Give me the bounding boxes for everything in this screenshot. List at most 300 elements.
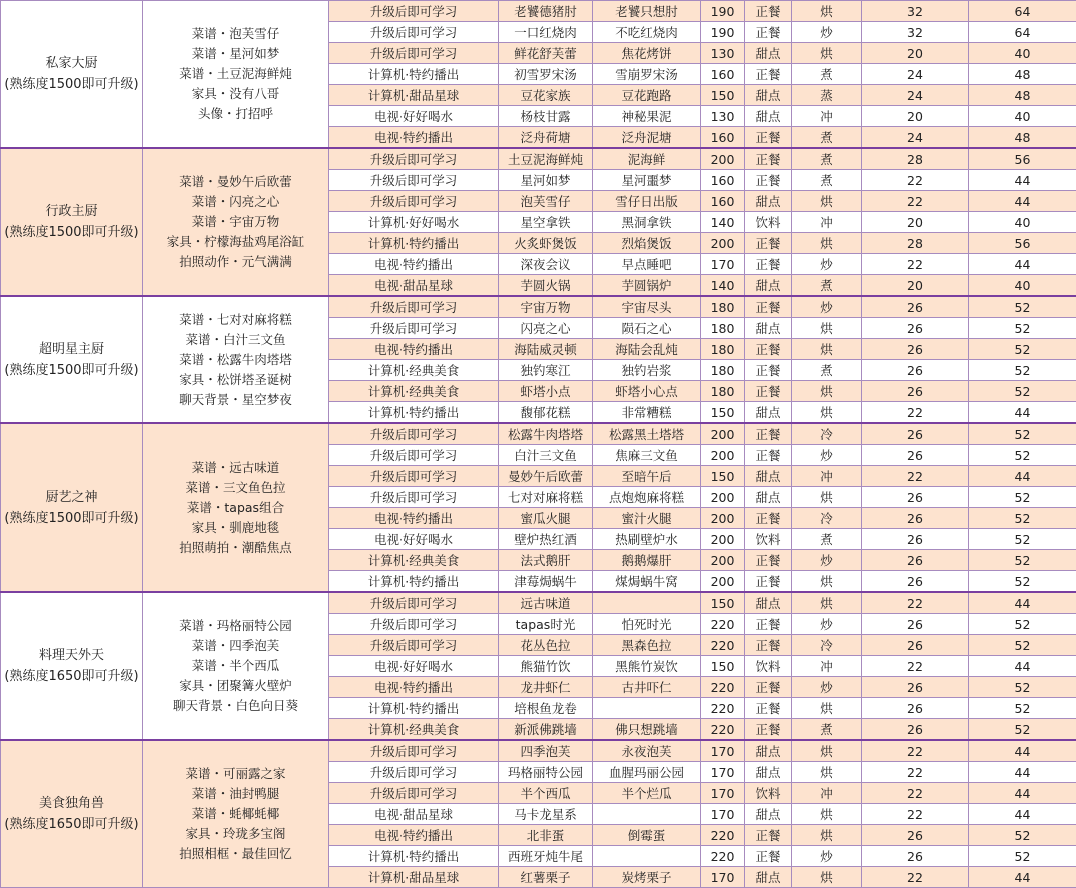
reward-item: 菜谱・白汁三文鱼	[143, 330, 328, 350]
cooking-method-cell: 冷	[792, 635, 862, 656]
cooking-method-cell: 烘	[792, 233, 862, 254]
rank-rewards-cell	[143, 592, 329, 740]
cooking-method-cell: 冲	[792, 783, 862, 804]
cooking-method-cell: 烘	[792, 487, 862, 508]
category-cell: 正餐	[745, 148, 792, 170]
cooking-method-cell: 冲	[792, 212, 862, 233]
value-b-cell: 52	[969, 550, 1076, 571]
category-cell: 正餐	[745, 360, 792, 381]
cooking-method-cell: 烘	[792, 571, 862, 593]
rank-rewards-cell	[143, 148, 329, 296]
value-b-cell: 52	[969, 571, 1076, 593]
category-cell: 甜点	[745, 275, 792, 297]
cooking-method-cell: 煮	[792, 148, 862, 170]
price-cell: 150	[701, 592, 745, 614]
value-a-cell: 26	[862, 445, 969, 466]
cooking-method-cell: 烘	[792, 825, 862, 846]
price-cell: 200	[701, 529, 745, 550]
price-cell: 200	[701, 445, 745, 466]
cooking-method-cell: 炒	[792, 296, 862, 318]
cooking-method-cell: 冲	[792, 106, 862, 127]
dish-name-cell: 星空拿铁	[499, 212, 593, 233]
dish-name-cell: 西班牙炖牛尾	[499, 846, 593, 867]
value-b-cell: 52	[969, 635, 1076, 656]
price-cell: 220	[701, 635, 745, 656]
price-cell: 170	[701, 804, 745, 825]
value-a-cell: 26	[862, 614, 969, 635]
rank-title-cell	[1, 592, 143, 740]
failed-dish-name-cell: 独钓岩浆	[593, 360, 701, 381]
value-b-cell: 52	[969, 360, 1076, 381]
price-cell: 140	[701, 275, 745, 297]
price-cell: 220	[701, 698, 745, 719]
unlock-source-cell: 升级后即可学习	[329, 445, 499, 466]
cooking-method-cell: 冷	[792, 423, 862, 445]
category-cell: 甜点	[745, 85, 792, 106]
cooking-method-cell: 炒	[792, 550, 862, 571]
value-b-cell: 44	[969, 191, 1076, 212]
value-b-cell: 52	[969, 296, 1076, 318]
price-cell: 170	[701, 254, 745, 275]
cooking-method-cell: 煮	[792, 719, 862, 741]
failed-dish-name-cell: 炭烤栗子	[593, 867, 701, 888]
dish-name-cell: 马卡龙星系	[499, 804, 593, 825]
category-cell: 饮料	[745, 529, 792, 550]
value-b-cell: 44	[969, 783, 1076, 804]
price-cell: 160	[701, 191, 745, 212]
value-b-cell: 44	[969, 592, 1076, 614]
price-cell: 150	[701, 85, 745, 106]
unlock-source-cell: 电视·好好喝水	[329, 656, 499, 677]
price-cell: 160	[701, 64, 745, 85]
value-b-cell: 40	[969, 43, 1076, 64]
category-cell: 正餐	[745, 635, 792, 656]
value-b-cell: 52	[969, 614, 1076, 635]
value-b-cell: 44	[969, 466, 1076, 487]
failed-dish-name-cell: 芋圆锅炉	[593, 275, 701, 297]
cooking-method-cell: 冷	[792, 508, 862, 529]
value-b-cell: 52	[969, 423, 1076, 445]
dish-name-cell: 土豆泥海鲜炖	[499, 148, 593, 170]
dish-name-cell: 红薯栗子	[499, 867, 593, 888]
category-cell: 正餐	[745, 1, 792, 22]
failed-dish-name-cell	[593, 592, 701, 614]
value-b-cell: 52	[969, 381, 1076, 402]
category-cell: 正餐	[745, 296, 792, 318]
reward-item: 家具・柠檬海盐鸡尾浴缸	[143, 232, 328, 252]
dish-name-cell: 培根鱼龙卷	[499, 698, 593, 719]
value-a-cell: 20	[862, 212, 969, 233]
reward-item: 菜谱・星河如梦	[143, 44, 328, 64]
dish-name-cell: 泡芙雪仔	[499, 191, 593, 212]
cooking-method-cell: 烘	[792, 867, 862, 888]
reward-item: 拍照相框・最佳回忆	[143, 844, 328, 864]
value-b-cell: 52	[969, 445, 1076, 466]
price-cell: 180	[701, 339, 745, 360]
value-b-cell: 44	[969, 804, 1076, 825]
price-cell: 220	[701, 614, 745, 635]
value-a-cell: 26	[862, 635, 969, 656]
rank-upgrade-note: (熟练度1500即可升级)	[1, 360, 142, 381]
cooking-method-cell: 冲	[792, 466, 862, 487]
category-cell: 饮料	[745, 212, 792, 233]
price-cell: 200	[701, 571, 745, 593]
unlock-source-cell: 计算机·甜品星球	[329, 85, 499, 106]
cooking-method-cell: 烘	[792, 381, 862, 402]
category-cell: 甜点	[745, 43, 792, 64]
category-cell: 正餐	[745, 846, 792, 867]
price-cell: 160	[701, 127, 745, 149]
rank-title: 料理天外天	[1, 645, 142, 666]
unlock-source-cell: 升级后即可学习	[329, 148, 499, 170]
value-a-cell: 28	[862, 148, 969, 170]
dish-name-cell: 熊猫竹饮	[499, 656, 593, 677]
price-cell: 220	[701, 825, 745, 846]
price-cell: 180	[701, 296, 745, 318]
cooking-method-cell: 烘	[792, 762, 862, 783]
dish-name-cell: 蜜瓜火腿	[499, 508, 593, 529]
value-b-cell: 40	[969, 275, 1076, 297]
dish-name-cell: 海陆威灵顿	[499, 339, 593, 360]
price-cell: 170	[701, 740, 745, 762]
category-cell: 甜点	[745, 740, 792, 762]
dish-name-cell: 独钓寒江	[499, 360, 593, 381]
category-cell: 甜点	[745, 592, 792, 614]
unlock-source-cell: 升级后即可学习	[329, 1, 499, 22]
value-b-cell: 44	[969, 170, 1076, 191]
value-a-cell: 22	[862, 762, 969, 783]
table-row	[1, 1, 1076, 22]
cooking-method-cell: 烘	[792, 592, 862, 614]
table-row	[1, 740, 1076, 762]
price-cell: 190	[701, 22, 745, 43]
value-a-cell: 26	[862, 550, 969, 571]
dish-name-cell: 闪亮之心	[499, 318, 593, 339]
failed-dish-name-cell: 怕死时光	[593, 614, 701, 635]
price-cell: 220	[701, 719, 745, 741]
category-cell: 甜点	[745, 487, 792, 508]
dish-name-cell: 津莓焗蜗牛	[499, 571, 593, 593]
cooking-method-cell: 炒	[792, 22, 862, 43]
failed-dish-name-cell: 煤焗蜗牛窝	[593, 571, 701, 593]
price-cell: 220	[701, 677, 745, 698]
dish-name-cell: 远古味道	[499, 592, 593, 614]
dish-name-cell: 新派佛跳墙	[499, 719, 593, 741]
price-cell: 150	[701, 656, 745, 677]
value-a-cell: 22	[862, 867, 969, 888]
failed-dish-name-cell: 半个烂瓜	[593, 783, 701, 804]
failed-dish-name-cell: 焦花烤饼	[593, 43, 701, 64]
value-b-cell: 44	[969, 402, 1076, 424]
failed-dish-name-cell: 焦麻三文鱼	[593, 445, 701, 466]
failed-dish-name-cell: 泥海鲜	[593, 148, 701, 170]
failed-dish-name-cell: 至暗午后	[593, 466, 701, 487]
value-a-cell: 22	[862, 783, 969, 804]
rank-title-cell	[1, 740, 143, 888]
category-cell: 正餐	[745, 550, 792, 571]
value-b-cell: 44	[969, 762, 1076, 783]
category-cell: 正餐	[745, 614, 792, 635]
failed-dish-name-cell: 黑洞拿铁	[593, 212, 701, 233]
price-cell: 200	[701, 233, 745, 254]
price-cell: 200	[701, 148, 745, 170]
unlock-source-cell: 升级后即可学习	[329, 740, 499, 762]
category-cell: 正餐	[745, 339, 792, 360]
category-cell: 甜点	[745, 318, 792, 339]
unlock-source-cell: 升级后即可学习	[329, 487, 499, 508]
value-a-cell: 26	[862, 487, 969, 508]
value-a-cell: 26	[862, 719, 969, 741]
dish-name-cell: 花丛色拉	[499, 635, 593, 656]
failed-dish-name-cell: 永夜泡芙	[593, 740, 701, 762]
rank-title-cell	[1, 423, 143, 592]
category-cell: 甜点	[745, 762, 792, 783]
failed-dish-name-cell: 雪崩罗宋汤	[593, 64, 701, 85]
dish-name-cell: 法式鹅肝	[499, 550, 593, 571]
value-b-cell: 40	[969, 106, 1076, 127]
unlock-source-cell: 计算机·经典美食	[329, 719, 499, 741]
value-b-cell: 52	[969, 508, 1076, 529]
value-a-cell: 26	[862, 825, 969, 846]
category-cell: 甜点	[745, 402, 792, 424]
cooking-method-cell: 烘	[792, 1, 862, 22]
reward-item: 拍照动作・元气满满	[143, 252, 328, 272]
value-b-cell: 52	[969, 698, 1076, 719]
unlock-source-cell: 计算机·特约播出	[329, 698, 499, 719]
unlock-source-cell: 升级后即可学习	[329, 614, 499, 635]
value-b-cell: 48	[969, 127, 1076, 149]
value-b-cell: 52	[969, 529, 1076, 550]
cooking-method-cell: 煮	[792, 64, 862, 85]
dish-name-cell: 半个西瓜	[499, 783, 593, 804]
unlock-source-cell: 计算机·特约播出	[329, 846, 499, 867]
unlock-source-cell: 升级后即可学习	[329, 466, 499, 487]
value-b-cell: 52	[969, 339, 1076, 360]
reward-item: 菜谱・泡芙雪仔	[143, 24, 328, 44]
price-cell: 130	[701, 43, 745, 64]
value-a-cell: 22	[862, 170, 969, 191]
cooking-method-cell: 煮	[792, 127, 862, 149]
unlock-source-cell: 计算机·特约播出	[329, 64, 499, 85]
table-row	[1, 423, 1076, 445]
value-b-cell: 52	[969, 825, 1076, 846]
cooking-method-cell: 炒	[792, 614, 862, 635]
cooking-method-cell: 烘	[792, 318, 862, 339]
price-cell: 170	[701, 867, 745, 888]
failed-dish-name-cell: 早点睡吧	[593, 254, 701, 275]
unlock-source-cell: 升级后即可学习	[329, 592, 499, 614]
value-a-cell: 26	[862, 677, 969, 698]
value-a-cell: 24	[862, 85, 969, 106]
category-cell: 饮料	[745, 656, 792, 677]
dish-name-cell: 松露牛肉塔塔	[499, 423, 593, 445]
failed-dish-name-cell: 古井吓仁	[593, 677, 701, 698]
cooking-method-cell: 烘	[792, 804, 862, 825]
price-cell: 150	[701, 466, 745, 487]
category-cell: 正餐	[745, 233, 792, 254]
rank-title-cell	[1, 1, 143, 149]
failed-dish-name-cell: 黑熊竹炭饮	[593, 656, 701, 677]
rank-title: 私家大厨	[1, 53, 142, 74]
value-a-cell: 22	[862, 466, 969, 487]
reward-item: 家具・没有八哥	[143, 84, 328, 104]
dish-name-cell: 四季泡芙	[499, 740, 593, 762]
category-cell: 正餐	[745, 719, 792, 741]
reward-item: 菜谱・蚝椰蚝椰	[143, 804, 328, 824]
unlock-source-cell: 升级后即可学习	[329, 22, 499, 43]
value-a-cell: 32	[862, 1, 969, 22]
value-a-cell: 20	[862, 275, 969, 297]
value-b-cell: 56	[969, 148, 1076, 170]
rank-upgrade-note: (熟练度1500即可升级)	[1, 222, 142, 243]
price-cell: 180	[701, 318, 745, 339]
unlock-source-cell: 升级后即可学习	[329, 635, 499, 656]
unlock-source-cell: 升级后即可学习	[329, 762, 499, 783]
unlock-source-cell: 电视·特约播出	[329, 127, 499, 149]
failed-dish-name-cell: 宇宙尽头	[593, 296, 701, 318]
rank-rewards-cell	[143, 296, 329, 423]
dish-name-cell: 初雪罗宋汤	[499, 64, 593, 85]
reward-item: 家具・松饼塔圣诞树	[143, 370, 328, 390]
rank-upgrade-note: (熟练度1650即可升级)	[1, 814, 142, 835]
value-a-cell: 26	[862, 423, 969, 445]
value-a-cell: 22	[862, 254, 969, 275]
failed-dish-name-cell: 神秘果泥	[593, 106, 701, 127]
cooking-method-cell: 炒	[792, 254, 862, 275]
dish-name-cell: 龙井虾仁	[499, 677, 593, 698]
price-cell: 200	[701, 487, 745, 508]
failed-dish-name-cell: 热刷壁炉水	[593, 529, 701, 550]
unlock-source-cell: 电视·特约播出	[329, 677, 499, 698]
category-cell: 正餐	[745, 64, 792, 85]
value-b-cell: 48	[969, 64, 1076, 85]
category-cell: 正餐	[745, 677, 792, 698]
reward-item: 菜谱・闪亮之心	[143, 192, 328, 212]
reward-item: 聊天背景・白色向日葵	[143, 696, 328, 716]
failed-dish-name-cell: 黑森色拉	[593, 635, 701, 656]
cooking-method-cell: 炒	[792, 445, 862, 466]
rank-rewards-cell	[143, 1, 329, 149]
unlock-source-cell: 升级后即可学习	[329, 170, 499, 191]
category-cell: 饮料	[745, 783, 792, 804]
failed-dish-name-cell: 松露黑土塔塔	[593, 423, 701, 445]
cooking-method-cell: 烘	[792, 191, 862, 212]
dish-name-cell: 北非蛋	[499, 825, 593, 846]
reward-item: 家具・玲珑多宝阁	[143, 824, 328, 844]
reward-item: 菜谱・半个西瓜	[143, 656, 328, 676]
rank-rewards-cell	[143, 423, 329, 592]
price-cell: 220	[701, 846, 745, 867]
category-cell: 正餐	[745, 571, 792, 593]
price-cell: 200	[701, 508, 745, 529]
value-a-cell: 22	[862, 804, 969, 825]
rank-title: 美食独角兽	[1, 793, 142, 814]
category-cell: 甜点	[745, 466, 792, 487]
category-cell: 甜点	[745, 867, 792, 888]
cooking-method-cell: 炒	[792, 846, 862, 867]
reward-item: 菜谱・四季泡芙	[143, 636, 328, 656]
price-cell: 170	[701, 783, 745, 804]
unlock-source-cell: 升级后即可学习	[329, 783, 499, 804]
unlock-source-cell: 计算机·经典美食	[329, 360, 499, 381]
price-cell: 180	[701, 360, 745, 381]
failed-dish-name-cell: 烈焰煲饭	[593, 233, 701, 254]
reward-item: 菜谱・远古味道	[143, 458, 328, 478]
value-b-cell: 52	[969, 677, 1076, 698]
failed-dish-name-cell: 雪仔日出版	[593, 191, 701, 212]
cooking-method-cell: 冲	[792, 656, 862, 677]
category-cell: 正餐	[745, 254, 792, 275]
failed-dish-name-cell: 点炮炮麻将糕	[593, 487, 701, 508]
unlock-source-cell: 计算机·特约播出	[329, 233, 499, 254]
value-b-cell: 52	[969, 846, 1076, 867]
unlock-source-cell: 计算机·特约播出	[329, 402, 499, 424]
value-b-cell: 48	[969, 85, 1076, 106]
value-a-cell: 26	[862, 339, 969, 360]
value-a-cell: 22	[862, 656, 969, 677]
reward-item: 菜谱・玛格丽特公园	[143, 616, 328, 636]
value-a-cell: 26	[862, 360, 969, 381]
value-a-cell: 26	[862, 318, 969, 339]
cooking-method-cell: 煮	[792, 170, 862, 191]
dish-name-cell: 壁炉热红酒	[499, 529, 593, 550]
failed-dish-name-cell: 海陆会乱炖	[593, 339, 701, 360]
failed-dish-name-cell: 佛只想跳墙	[593, 719, 701, 741]
value-a-cell: 32	[862, 22, 969, 43]
dish-name-cell: 芋圆火锅	[499, 275, 593, 297]
category-cell: 正餐	[745, 698, 792, 719]
reward-item: 菜谱・三文鱼色拉	[143, 478, 328, 498]
unlock-source-cell: 电视·特约播出	[329, 254, 499, 275]
price-cell: 150	[701, 402, 745, 424]
unlock-source-cell: 电视·甜品星球	[329, 275, 499, 297]
reward-item: 菜谱・曼妙午后欧蕾	[143, 172, 328, 192]
reward-item: 聊天背景・星空梦夜	[143, 390, 328, 410]
value-b-cell: 40	[969, 212, 1076, 233]
failed-dish-name-cell: 非常糟糕	[593, 402, 701, 424]
value-a-cell: 22	[862, 191, 969, 212]
price-cell: 170	[701, 762, 745, 783]
value-b-cell: 52	[969, 487, 1076, 508]
value-a-cell: 28	[862, 233, 969, 254]
unlock-source-cell: 计算机·经典美食	[329, 550, 499, 571]
price-cell: 160	[701, 170, 745, 191]
value-a-cell: 22	[862, 592, 969, 614]
category-cell: 正餐	[745, 22, 792, 43]
cooking-method-cell: 蒸	[792, 85, 862, 106]
failed-dish-name-cell: 老饕只想肘	[593, 1, 701, 22]
value-a-cell: 26	[862, 381, 969, 402]
category-cell: 正餐	[745, 445, 792, 466]
value-a-cell: 26	[862, 698, 969, 719]
dish-name-cell: 虾塔小点	[499, 381, 593, 402]
rank-title-cell	[1, 296, 143, 423]
value-b-cell: 44	[969, 867, 1076, 888]
value-a-cell: 22	[862, 740, 969, 762]
dish-name-cell: 七对对麻将糕	[499, 487, 593, 508]
value-a-cell: 24	[862, 127, 969, 149]
table-row	[1, 148, 1076, 170]
dish-name-cell: 鲜花舒芙蕾	[499, 43, 593, 64]
price-cell: 200	[701, 550, 745, 571]
value-a-cell: 26	[862, 508, 969, 529]
value-b-cell: 64	[969, 1, 1076, 22]
value-a-cell: 26	[862, 571, 969, 593]
dish-name-cell: 杨枝甘露	[499, 106, 593, 127]
reward-item: 家具・驯鹿地毯	[143, 518, 328, 538]
rank-upgrade-note: (熟练度1650即可升级)	[1, 666, 142, 687]
category-cell: 正餐	[745, 825, 792, 846]
